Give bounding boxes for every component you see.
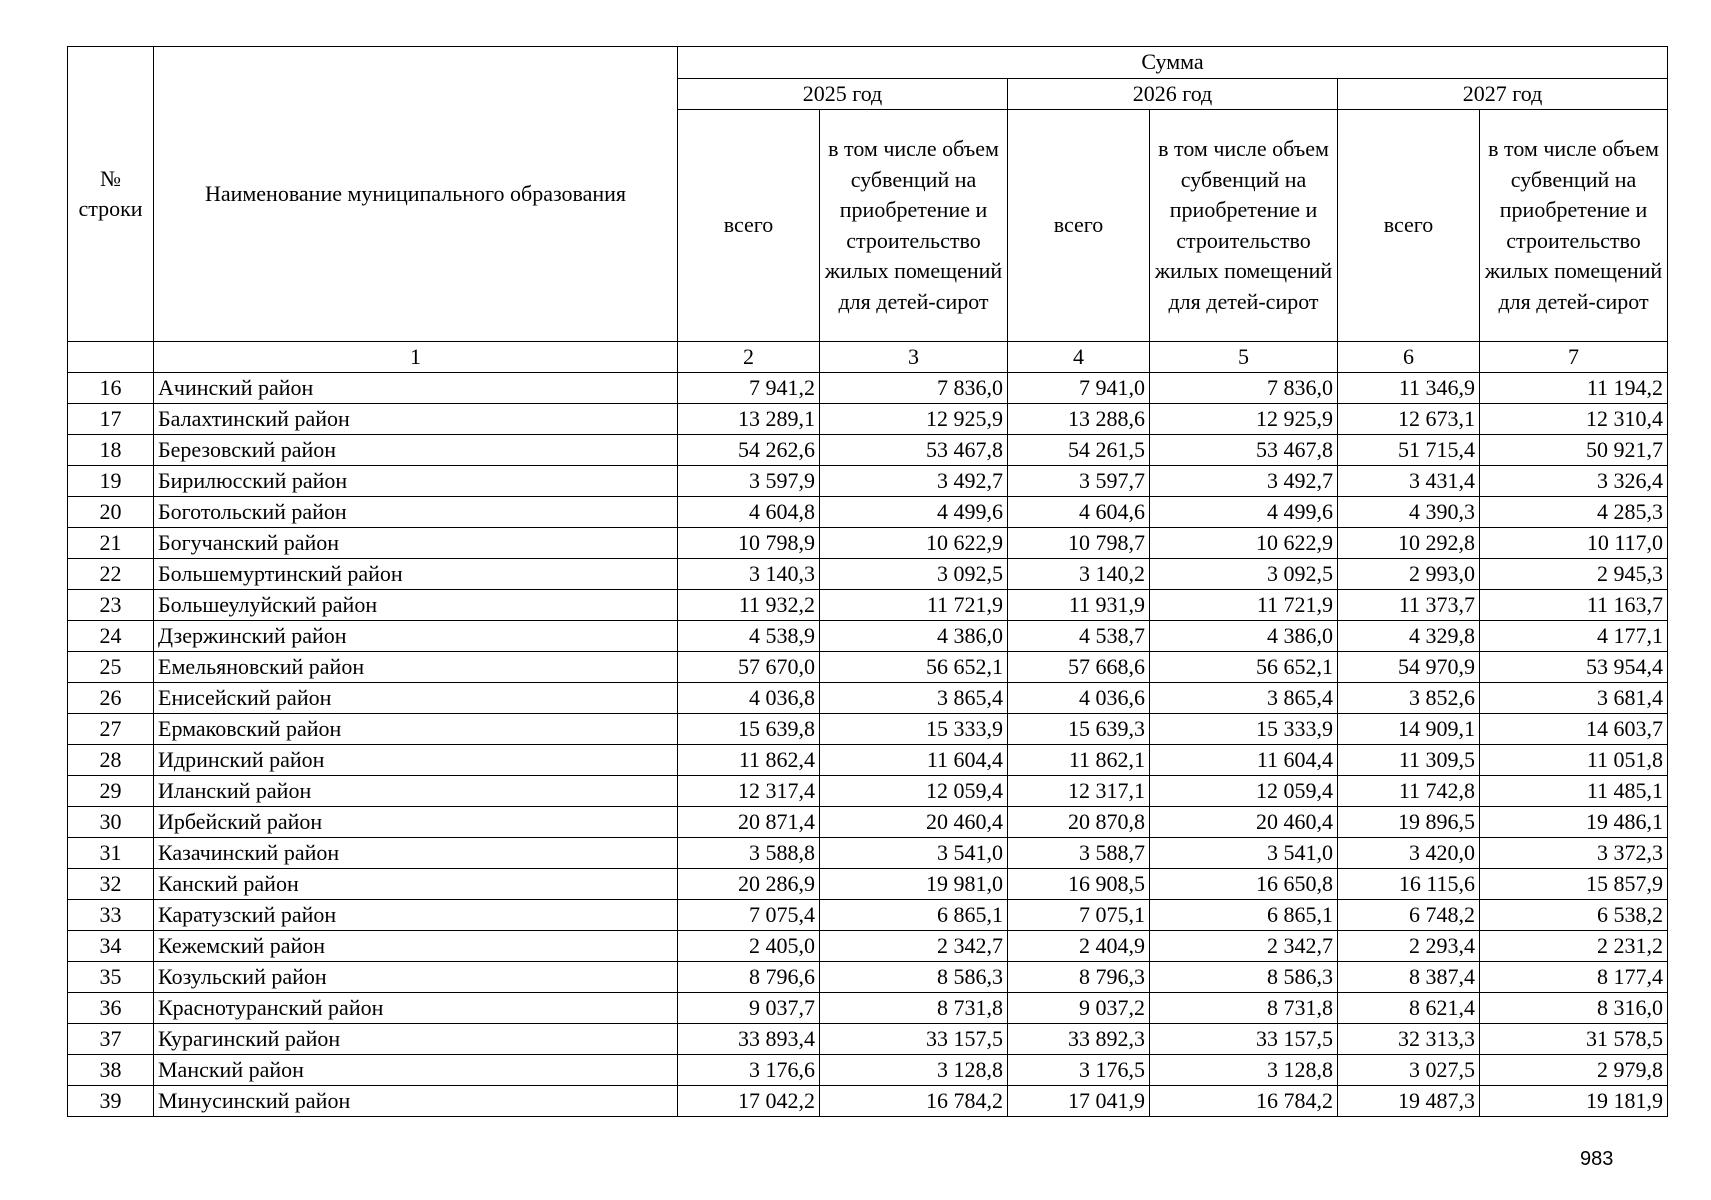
amount-cell: 4 499,6 — [1150, 497, 1338, 528]
amount-cell: 3 492,7 — [1150, 466, 1338, 497]
amount-cell: 4 386,0 — [820, 621, 1008, 652]
table-row — [68, 993, 1668, 1024]
row-number: 35 — [68, 962, 154, 993]
header-total-2027: всего — [1338, 110, 1480, 342]
column-number: 4 — [1008, 342, 1150, 373]
header-row-number: № строки — [68, 47, 154, 342]
amount-cell: 33 892,3 — [1008, 1024, 1150, 1055]
amount-cell: 4 329,8 — [1338, 621, 1480, 652]
amount-cell: 15 639,8 — [678, 714, 820, 745]
table-row — [68, 621, 1668, 652]
amount-cell: 8 731,8 — [1150, 993, 1338, 1024]
amount-cell: 11 485,1 — [1480, 776, 1668, 807]
municipality-name: Дзержинский район — [154, 621, 678, 652]
amount-cell: 11 194,2 — [1480, 373, 1668, 404]
amount-cell: 3 597,7 — [1008, 466, 1150, 497]
municipality-name: Большемуртинский район — [154, 559, 678, 590]
table-row — [68, 869, 1668, 900]
amount-cell: 33 893,4 — [678, 1024, 820, 1055]
amount-cell: 19 487,3 — [1338, 1086, 1480, 1117]
header-incl-2027: в том числе объем субвенций на приобретение и строительство жилых помещений для детей-сирот — [1480, 110, 1668, 342]
table-row — [68, 807, 1668, 838]
amount-cell: 14 909,1 — [1338, 714, 1480, 745]
amount-cell: 11 932,2 — [678, 590, 820, 621]
amount-cell: 11 346,9 — [1338, 373, 1480, 404]
municipality-name: Манский район — [154, 1055, 678, 1086]
row-number: 31 — [68, 838, 154, 869]
amount-cell: 11 862,1 — [1008, 745, 1150, 776]
row-number: 29 — [68, 776, 154, 807]
amount-cell: 7 941,2 — [678, 373, 820, 404]
column-number: 3 — [820, 342, 1008, 373]
amount-cell: 2 405,0 — [678, 931, 820, 962]
amount-cell: 3 176,5 — [1008, 1055, 1150, 1086]
row-number: 33 — [68, 900, 154, 931]
table-row — [68, 745, 1668, 776]
amount-cell: 3 541,0 — [1150, 838, 1338, 869]
amount-cell: 4 177,1 — [1480, 621, 1668, 652]
amount-cell: 14 603,7 — [1480, 714, 1668, 745]
column-number: 6 — [1338, 342, 1480, 373]
amount-cell: 53 467,8 — [1150, 435, 1338, 466]
amount-cell: 56 652,1 — [820, 652, 1008, 683]
row-number: 32 — [68, 869, 154, 900]
amount-cell: 2 342,7 — [820, 931, 1008, 962]
amount-cell: 15 333,9 — [820, 714, 1008, 745]
amount-cell: 12 673,1 — [1338, 404, 1480, 435]
amount-cell: 8 586,3 — [820, 962, 1008, 993]
amount-cell: 3 420,0 — [1338, 838, 1480, 869]
amount-cell: 7 075,1 — [1008, 900, 1150, 931]
amount-cell: 6 538,2 — [1480, 900, 1668, 931]
amount-cell: 7 836,0 — [1150, 373, 1338, 404]
row-number: 16 — [68, 373, 154, 404]
amount-cell: 11 309,5 — [1338, 745, 1480, 776]
amount-cell: 11 373,7 — [1338, 590, 1480, 621]
amount-cell: 3 027,5 — [1338, 1055, 1480, 1086]
amount-cell: 16 908,5 — [1008, 869, 1150, 900]
header-sum: Сумма — [678, 47, 1668, 79]
amount-cell: 11 742,8 — [1338, 776, 1480, 807]
amount-cell: 3 852,6 — [1338, 683, 1480, 714]
amount-cell: 3 431,4 — [1338, 466, 1480, 497]
amount-cell: 53 467,8 — [820, 435, 1008, 466]
amount-cell: 10 622,9 — [820, 528, 1008, 559]
amount-cell: 19 181,9 — [1480, 1086, 1668, 1117]
amount-cell: 12 317,4 — [678, 776, 820, 807]
table-row — [68, 1055, 1668, 1086]
amount-cell: 11 163,7 — [1480, 590, 1668, 621]
header-total-2025: всего — [678, 110, 820, 342]
municipality-name: Большеулуйский район — [154, 590, 678, 621]
table-row — [68, 590, 1668, 621]
amount-cell: 16 784,2 — [1150, 1086, 1338, 1117]
amount-cell: 16 115,6 — [1338, 869, 1480, 900]
amount-cell: 56 652,1 — [1150, 652, 1338, 683]
amount-cell: 7 075,4 — [678, 900, 820, 931]
amount-cell: 33 157,5 — [820, 1024, 1008, 1055]
amount-cell: 15 639,3 — [1008, 714, 1150, 745]
amount-cell: 3 681,4 — [1480, 683, 1668, 714]
amount-cell: 20 286,9 — [678, 869, 820, 900]
amount-cell: 2 979,8 — [1480, 1055, 1668, 1086]
amount-cell: 3 492,7 — [820, 466, 1008, 497]
amount-cell: 8 621,4 — [1338, 993, 1480, 1024]
amount-cell: 4 538,7 — [1008, 621, 1150, 652]
amount-cell: 6 865,1 — [1150, 900, 1338, 931]
amount-cell: 3 326,4 — [1480, 466, 1668, 497]
amount-cell: 4 604,6 — [1008, 497, 1150, 528]
amount-cell: 2 342,7 — [1150, 931, 1338, 962]
amount-cell: 3 128,8 — [1150, 1055, 1338, 1086]
amount-cell: 33 157,5 — [1150, 1024, 1338, 1055]
amount-cell: 16 784,2 — [820, 1086, 1008, 1117]
municipality-name: Идринский район — [154, 745, 678, 776]
amount-cell: 3 588,7 — [1008, 838, 1150, 869]
municipality-name: Минусинский район — [154, 1086, 678, 1117]
amount-cell: 16 650,8 — [1150, 869, 1338, 900]
municipality-name: Каратузский район — [154, 900, 678, 931]
row-number: 28 — [68, 745, 154, 776]
municipality-name: Балахтинский район — [154, 404, 678, 435]
row-number: 30 — [68, 807, 154, 838]
municipality-name: Канский район — [154, 869, 678, 900]
header-year-2027: 2027 год — [1338, 78, 1668, 110]
row-number: 36 — [68, 993, 154, 1024]
amount-cell: 20 460,4 — [1150, 807, 1338, 838]
amount-cell: 3 128,8 — [820, 1055, 1008, 1086]
header-incl-2025: в том числе объем субвенций на приобретение и строительство жилых помещений для детей-сирот — [820, 110, 1008, 342]
amount-cell: 12 925,9 — [1150, 404, 1338, 435]
table-row — [68, 776, 1668, 807]
header-total-2026: всего — [1008, 110, 1150, 342]
amount-cell: 17 042,2 — [678, 1086, 820, 1117]
table-row — [68, 559, 1668, 590]
amount-cell: 11 721,9 — [1150, 590, 1338, 621]
table-row — [68, 652, 1668, 683]
amount-cell: 4 386,0 — [1150, 621, 1338, 652]
municipality-name: Курагинский район — [154, 1024, 678, 1055]
municipality-name: Иланский район — [154, 776, 678, 807]
column-number: 1 — [154, 342, 678, 373]
amount-cell: 3 865,4 — [820, 683, 1008, 714]
table-row — [68, 714, 1668, 745]
amount-cell: 3 140,2 — [1008, 559, 1150, 590]
amount-cell: 2 231,2 — [1480, 931, 1668, 962]
amount-cell: 3 092,5 — [820, 559, 1008, 590]
amount-cell: 12 059,4 — [820, 776, 1008, 807]
amount-cell: 4 036,8 — [678, 683, 820, 714]
amount-cell: 57 670,0 — [678, 652, 820, 683]
amount-cell: 4 036,6 — [1008, 683, 1150, 714]
amount-cell: 3 541,0 — [820, 838, 1008, 869]
table-row — [68, 1024, 1668, 1055]
row-number: 25 — [68, 652, 154, 683]
row-number: 26 — [68, 683, 154, 714]
amount-cell: 10 622,9 — [1150, 528, 1338, 559]
table-row — [68, 466, 1668, 497]
municipality-name: Ирбейский район — [154, 807, 678, 838]
row-number: 18 — [68, 435, 154, 466]
row-number: 21 — [68, 528, 154, 559]
amount-cell: 54 970,9 — [1338, 652, 1480, 683]
amount-cell: 51 715,4 — [1338, 435, 1480, 466]
amount-cell: 3 140,3 — [678, 559, 820, 590]
amount-cell: 12 310,4 — [1480, 404, 1668, 435]
column-number: 5 — [1150, 342, 1338, 373]
header-year-2025: 2025 год — [678, 78, 1008, 110]
amount-cell: 11 862,4 — [678, 745, 820, 776]
header-year-2026: 2026 год — [1008, 78, 1338, 110]
amount-cell: 9 037,7 — [678, 993, 820, 1024]
amount-cell: 10 117,0 — [1480, 528, 1668, 559]
header-incl-2026: в том числе объем субвенций на приобретение и строительство жилых помещений для детей-сирот — [1150, 110, 1338, 342]
column-number-row — [68, 342, 1668, 373]
row-number: 24 — [68, 621, 154, 652]
table-row — [68, 962, 1668, 993]
row-number: 19 — [68, 466, 154, 497]
amount-cell: 11 931,9 — [1008, 590, 1150, 621]
amount-cell: 3 597,9 — [678, 466, 820, 497]
row-number: 38 — [68, 1055, 154, 1086]
amount-cell: 2 293,4 — [1338, 931, 1480, 962]
row-number: 39 — [68, 1086, 154, 1117]
amount-cell: 3 588,8 — [678, 838, 820, 869]
municipality-name: Березовский район — [154, 435, 678, 466]
municipality-name: Кежемский район — [154, 931, 678, 962]
amount-cell: 3 092,5 — [1150, 559, 1338, 590]
amount-cell: 20 870,8 — [1008, 807, 1150, 838]
amount-cell: 8 387,4 — [1338, 962, 1480, 993]
amount-cell: 8 796,3 — [1008, 962, 1150, 993]
column-number-empty — [68, 342, 154, 373]
amount-cell: 11 051,8 — [1480, 745, 1668, 776]
amount-cell: 13 289,1 — [678, 404, 820, 435]
amount-cell: 8 177,4 — [1480, 962, 1668, 993]
row-number: 17 — [68, 404, 154, 435]
amount-cell: 11 604,4 — [1150, 745, 1338, 776]
page-number: 983 — [1580, 1148, 1614, 1170]
municipality-name: Казачинский район — [154, 838, 678, 869]
amount-cell: 3 372,3 — [1480, 838, 1668, 869]
amount-cell: 8 731,8 — [820, 993, 1008, 1024]
table-row — [68, 931, 1668, 962]
amount-cell: 50 921,7 — [1480, 435, 1668, 466]
table-row — [68, 404, 1668, 435]
row-number: 27 — [68, 714, 154, 745]
amount-cell: 57 668,6 — [1008, 652, 1150, 683]
amount-cell: 3 865,4 — [1150, 683, 1338, 714]
amount-cell: 2 945,3 — [1480, 559, 1668, 590]
amount-cell: 10 292,8 — [1338, 528, 1480, 559]
subventions-table — [67, 46, 1668, 1117]
amount-cell: 2 993,0 — [1338, 559, 1480, 590]
row-number: 22 — [68, 559, 154, 590]
amount-cell: 10 798,9 — [678, 528, 820, 559]
amount-cell: 8 586,3 — [1150, 962, 1338, 993]
amount-cell: 4 285,3 — [1480, 497, 1668, 528]
amount-cell: 8 316,0 — [1480, 993, 1668, 1024]
municipality-name: Бирилюсский район — [154, 466, 678, 497]
amount-cell: 4 538,9 — [678, 621, 820, 652]
table-row — [68, 497, 1668, 528]
amount-cell: 19 486,1 — [1480, 807, 1668, 838]
amount-cell: 54 261,5 — [1008, 435, 1150, 466]
amount-cell: 8 796,6 — [678, 962, 820, 993]
municipality-name: Ермаковский район — [154, 714, 678, 745]
row-number: 20 — [68, 497, 154, 528]
amount-cell: 6 748,2 — [1338, 900, 1480, 931]
amount-cell: 31 578,5 — [1480, 1024, 1668, 1055]
table-row — [68, 683, 1668, 714]
amount-cell: 12 317,1 — [1008, 776, 1150, 807]
row-number: 37 — [68, 1024, 154, 1055]
municipality-name: Краснотуранский район — [154, 993, 678, 1024]
municipality-name: Енисейский район — [154, 683, 678, 714]
amount-cell: 12 059,4 — [1150, 776, 1338, 807]
table-row — [68, 373, 1668, 404]
amount-cell: 7 941,0 — [1008, 373, 1150, 404]
table-row — [68, 900, 1668, 931]
amount-cell: 15 333,9 — [1150, 714, 1338, 745]
amount-cell: 7 836,0 — [820, 373, 1008, 404]
header-municipality-name: Наименование муниципального образования — [154, 47, 678, 342]
table-row — [68, 528, 1668, 559]
amount-cell: 19 981,0 — [820, 869, 1008, 900]
amount-cell: 17 041,9 — [1008, 1086, 1150, 1117]
amount-cell: 19 896,5 — [1338, 807, 1480, 838]
table-row — [68, 838, 1668, 869]
amount-cell: 11 604,4 — [820, 745, 1008, 776]
column-number: 7 — [1480, 342, 1668, 373]
amount-cell: 4 604,8 — [678, 497, 820, 528]
amount-cell: 4 499,6 — [820, 497, 1008, 528]
amount-cell: 13 288,6 — [1008, 404, 1150, 435]
municipality-name: Ачинский район — [154, 373, 678, 404]
row-number: 34 — [68, 931, 154, 962]
row-number: 23 — [68, 590, 154, 621]
amount-cell: 4 390,3 — [1338, 497, 1480, 528]
amount-cell: 20 871,4 — [678, 807, 820, 838]
municipality-name: Козульский район — [154, 962, 678, 993]
municipality-name: Емельяновский район — [154, 652, 678, 683]
amount-cell: 10 798,7 — [1008, 528, 1150, 559]
amount-cell: 20 460,4 — [820, 807, 1008, 838]
amount-cell: 2 404,9 — [1008, 931, 1150, 962]
amount-cell: 6 865,1 — [820, 900, 1008, 931]
amount-cell: 53 954,4 — [1480, 652, 1668, 683]
table-row — [68, 435, 1668, 466]
municipality-name: Богучанский район — [154, 528, 678, 559]
amount-cell: 11 721,9 — [820, 590, 1008, 621]
municipality-name: Боготольский район — [154, 497, 678, 528]
amount-cell: 32 313,3 — [1338, 1024, 1480, 1055]
amount-cell: 54 262,6 — [678, 435, 820, 466]
amount-cell: 15 857,9 — [1480, 869, 1668, 900]
amount-cell: 12 925,9 — [820, 404, 1008, 435]
amount-cell: 9 037,2 — [1008, 993, 1150, 1024]
table-row — [68, 1086, 1668, 1117]
amount-cell: 3 176,6 — [678, 1055, 820, 1086]
column-number: 2 — [678, 342, 820, 373]
